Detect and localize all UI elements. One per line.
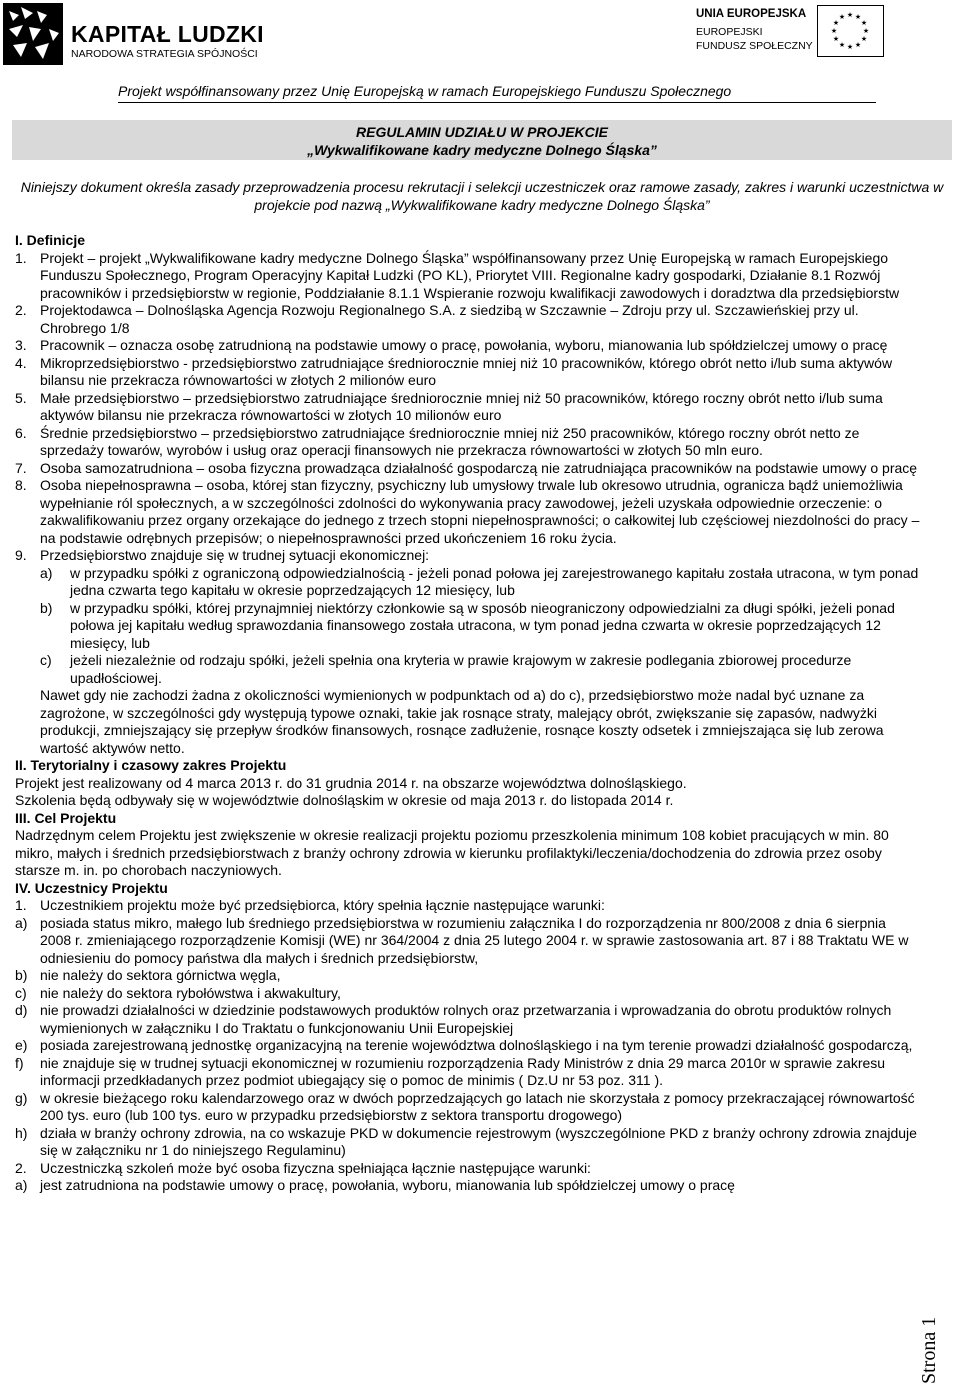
ue-line2: EUROPEJSKI (696, 26, 763, 38)
svg-text:★: ★ (854, 13, 862, 21)
svg-text:★: ★ (830, 27, 838, 35)
item-number: 5. (15, 389, 27, 406)
sub-item (15, 1037, 920, 1055)
item-text: Uczestnikiem projektu może być przedsiębiorca, który spełnia łącznie następujące warunki: (40, 897, 605, 913)
item-number: 4. (15, 354, 27, 371)
sub-item (15, 1002, 920, 1037)
list-item (15, 390, 920, 425)
list-item (15, 1160, 920, 1178)
kapital-ludzki-logo (3, 3, 264, 65)
item-number: 6. (15, 424, 27, 441)
item-text: Pracownik – oznacza osobę zatrudnioną na podstawie umowy o pracę, powołania, wyboru, mianowania lub spółdzielczej umowy o pracę (40, 337, 888, 353)
eu-stars-icon (817, 5, 884, 57)
sub-item-text: jeżeli niezależnie od rodzaju spółki, jeżeli spełnia ona kryteria w prawie krajowym w zakresie podlegania zbiorowej procedurze upadłościowej. (70, 652, 852, 686)
item-text: Projektodawca – Dolnośląska Agencja Rozwoju Regionalnego S.A. z siedzibą w Szczawnie – Zdroju przy ul. Szczawieńskiej przy ul. Chrobrego 1/8 (40, 302, 859, 336)
kl-subtitle: NARODOWA STRATEGIA SPÓJNOŚCI (71, 48, 258, 60)
sub-item-text: w okresie bieżącego roku kalendarzowego oraz w dwóch poprzedzających go latach nie skorzystała z pomocy przekraczającej równowartość 200 tys. euro (lub 100 tys. euro w przypadku przedsiębiorstw z sektora transportu drogowego) (40, 1089, 915, 1123)
item-text: Przedsiębiorstwo znajduje się w trudnej sytuacji ekonomicznej: (40, 547, 430, 563)
section-heading-participants: IV. Uczestnicy Projektu (15, 879, 168, 896)
item-number: 2. (15, 302, 27, 318)
item-number: 2. (15, 1159, 27, 1176)
kl-title: KAPITAŁ LUDZKI (71, 21, 264, 47)
header-divider (118, 102, 876, 103)
sub-item-text: posiada status mikro, małego lub średniego przedsiębiorstwa w rozumieniu załącznika I do rozporządzenia nr 800/2008 z dnia 6 sierpnia 2008 r. zmieniającego rozporządzenie Komisji (WE) nr 364/2004 z dnia 25 lutego 2004 r. w sprawie zastosowania art. 87 i 88 Traktatu WE w odniesieniu do pomocy państwa dla małych i średnich przedsiębiorstw, (40, 914, 909, 966)
kl-flag-icon (3, 3, 63, 65)
item-number: 1. (15, 249, 27, 266)
section-heading-goal: III. Cel Projektu (15, 809, 117, 826)
section-heading-definitions: I. Definicje (15, 232, 86, 248)
intro-paragraph: Niniejszy dokument określa zasady przeprowadzenia procesu rekrutacji i selekcji uczestniczek oraz ramowe zasady, zakres i warunki uczestnictwa w projekcie pod nazwą „Wykwalifikowane kadry medyczne Dolnego Śląska” (20, 179, 944, 213)
item-number: 7. (15, 459, 27, 476)
list-item (15, 355, 920, 390)
sub-item-letter: b) (15, 967, 28, 983)
svg-text:★: ★ (862, 27, 870, 35)
sub-item-letter: a) (15, 914, 28, 931)
sub-item (15, 1090, 920, 1125)
sub-item-text: jest zatrudniona na podstawie umowy o pracę, powołania, wyboru, mianowania lub spółdzielczej umowy o pracę (40, 1177, 735, 1193)
sub-item-text: posiada zarejestrowaną jednostkę organizacyjną na terenie województwa dolnośląskiego i na tym terenie prowadzi działalność gospodarczą, (40, 1037, 913, 1053)
document-subtitle: „Wykwalifikowane kadry medyczne Dolnego Śląska” (307, 142, 657, 158)
sub-item-letter: g) (15, 1089, 28, 1106)
sub-item-text: działa w branży ochrony zdrowia, na co wskazuje PKD w dokumencie rejestrowym (wyszczególnione PKD z branży ochrony zdrowia znajduje się w załączniku nr 1 do niniejszego Regulaminu) (40, 1124, 917, 1158)
svg-text:★: ★ (860, 35, 868, 43)
sub-item-letter: h) (15, 1124, 28, 1141)
sub-item-letter: e) (15, 1037, 28, 1053)
item-text: Projekt – projekt „Wykwalifikowane kadry medyczne Dolnego Śląska” współfinansowany przez Unię Europejską w ramach Europejskiego Funduszu Społecznego, Program Operacyjny Kapitał Ludzki (PO KL), Priorytet VIII. Regionalne kadry gospodarki, Działanie 8.1 Rozwój pracowników i przedsiębiorstw w regionie, Poddziałanie 8.1.1 Wspieranie rozwoju kwalifikacji zawodowych i doradztwa dla przedsiębiorstw (40, 249, 900, 301)
list-item (15, 425, 920, 460)
sub-item-text: w przypadku spółki, której przynajmniej niektórzy członkowie są w sposób nieograniczony odpowiedzialni za długi spółki, jeżeli ponad połowa jej kapitału według sprawozdania finansowego została utracona, w tym ponad jedna czwarta w okresie poprzedzających 12 miesięcy, lub (70, 599, 895, 651)
item-number: 9. (15, 547, 27, 563)
project-cofinancing-line: Projekt współfinansowany przez Unię Europejską w ramach Europejskiego Funduszu Społecznego (118, 83, 732, 99)
ue-line1: UNIA EUROPEJSKA (696, 8, 807, 20)
sub-item-letter: a) (40, 564, 53, 581)
list-item (15, 477, 920, 547)
svg-text:★: ★ (846, 43, 854, 51)
sub-item-letter: d) (15, 1002, 28, 1018)
ue-line3: FUNDUSZ SPOŁECZNY (696, 40, 813, 52)
svg-text:★: ★ (860, 19, 868, 27)
item9-note: Nawet gdy nie zachodzi żadna z okoliczności wymienionych w podpunktach od a) do c), przedsiębiorstwo może nadal być uznane za zagrożone, w szczególności gdy występują typowe oznaki, takie jak rosnące straty, malejący obrót, zwiększanie się zapasów, nadwyżki produkcji, zmniejszający się przepływ środków finansowych, rosnące zadłużenie, rosnące koszty odsetek i zmniejszająca się lub zerowa wartość aktywów netto. (40, 687, 884, 756)
sub-item (15, 967, 920, 985)
item-number: 8. (15, 477, 27, 493)
ue-efs-logo (696, 7, 948, 59)
document-title: REGULAMIN UDZIAŁU W PROJEKCIE (356, 124, 608, 140)
list-item (15, 337, 920, 355)
svg-text:★: ★ (832, 19, 840, 27)
sub-item-letter: c) (15, 984, 27, 1001)
list-item (15, 460, 920, 478)
list-item (15, 897, 920, 915)
sub-item-letter: a) (15, 1177, 28, 1193)
list-item (15, 547, 920, 565)
item-text: Mikroprzedsiębiorstwo - przedsiębiorstwo zatrudniające średniorocznie mniej niż 10 pracowników, którego obrót netto i/lub suma aktywów bilansu nie przekracza równowartości w złotych 2 milionów euro (40, 354, 893, 388)
sub-item-text: nie prowadzi działalności w dziedzinie podstawowych produktów rolnych oraz przetwarzania i wprowadzania do obrotu produktów rolnych wymienionych w załączniku I do Traktatu o funkcjonowaniu Unii Europejskiej (40, 1002, 892, 1036)
sub-item-text: nie znajduje się w trudnej sytuacji ekonomicznej w rozumieniu rozporządzenia Rady Ministrów z dnia 29 marca 2010r w sprawie zakresu informacji przedkładanych przez podmiot ubiegający się o pomoc de minimis ( Dz.U nr 53 poz. 311 ). (40, 1054, 886, 1088)
sub-item (15, 652, 920, 687)
item-text: Średnie przedsiębiorstwo – przedsiębiorstwo zatrudniające średniorocznie mniej niż 250 pracowników, którego roczny obrót netto ze sprzedaży towarów, wyrobów i usług oraz operacji finansowych nie przekracza równowartości w złotych 50 mln euro. (40, 424, 860, 458)
svg-text:★: ★ (838, 13, 846, 21)
list-item (15, 250, 920, 303)
item-number: 3. (15, 337, 27, 353)
section-heading-territorial: II. Terytorialny i czasowy zakres Projektu (15, 757, 287, 773)
sub-item (15, 985, 920, 1003)
svg-text:★: ★ (846, 11, 854, 19)
page-number-label: Strona 1 (918, 1316, 940, 1384)
sub-item (15, 1055, 920, 1090)
item-text: Uczestniczką szkoleń może być osoba fizyczna spełniająca łącznie następujące warunki: (40, 1159, 591, 1176)
page-header (0, 0, 960, 105)
svg-text:★: ★ (838, 41, 846, 49)
paragraph: Szkolenia będą odbywały się w województwie dolnośląskim w okresie od maja 2013 r. do listopada 2014 r. (15, 792, 674, 808)
list-item (15, 302, 920, 337)
svg-text:★: ★ (854, 41, 862, 49)
item-text: Osoba samozatrudniona – osoba fizyczna prowadząca działalność gospodarczą nie zatrudniająca pracowników na podstawie umowy o pracę (40, 459, 918, 476)
document-body (15, 232, 920, 1195)
sub-item (15, 565, 920, 600)
sub-item-letter: b) (40, 599, 53, 616)
sub-item (15, 1125, 920, 1160)
sub-item (15, 600, 920, 653)
sub-item (15, 1177, 920, 1195)
document-title-box (12, 120, 952, 160)
paragraph: Nadrzędnym celem Projektu jest zwiększenie w okresie realizacji projektu poziomu przeszkolenia minimum 108 kobiet pracujących w min. 80 mikro, małych i średnich przedsiębiorstwach z branży ochrony zdrowia w kierunku profilaktyki/leczenia/dochodzenia do zdrowia przez osoby starsze m. in. po chorobach naczyniowych. (15, 827, 889, 878)
sub-item-text: nie należy do sektora górnictwa węgla, (40, 967, 281, 983)
sub-item-letter: f) (15, 1054, 24, 1071)
item-text: Osoba niepełnosprawna – osoba, której stan fizyczny, psychiczny lub umysłowy trwale lub okresowo utrudnia, ogranicza bądź uniemożliwia wypełnianie ról społecznych, a w szczególności zdolności do wykonywania pracy zawodowej, jeżeli uzyskała odpowiednie orzeczenie: o zakwalifikowaniu przez organy orzekające do jednego z trzech stopni niepełnosprawności; o całkowitej lub częściowej niezdolności do pracy – na podstawie odrębnych przepisów; o niepełnosprawności przed ukończeniem 16 roku życia. (40, 477, 920, 546)
sub-item-text: w przypadku spółki z ograniczoną odpowiedzialnością - jeżeli ponad połowa jej zarejestrowanego kapitału została utracona, w tym ponad jedna czwarta tego kapitału w okresie poprzedzających 12 miesięcy, lub (70, 564, 919, 598)
sub-item-text: nie należy do sektora rybołówstwa i akwakultury, (40, 984, 341, 1001)
sub-item (15, 915, 920, 968)
item-text: Małe przedsiębiorstwo – przedsiębiorstwo zatrudniające średniorocznie mniej niż 50 pracowników, którego roczny obrót netto i/lub suma aktywów bilansu nie przekracza równowartości w złotych 10 milionów euro (40, 389, 883, 423)
item-number: 1. (15, 897, 27, 913)
sub-item-letter: c) (40, 652, 52, 668)
svg-text:★: ★ (832, 35, 840, 43)
paragraph: Projekt jest realizowany od 4 marca 2013 r. do 31 grudnia 2014 r. na obszarze województwa dolnośląskiego. (15, 774, 687, 791)
